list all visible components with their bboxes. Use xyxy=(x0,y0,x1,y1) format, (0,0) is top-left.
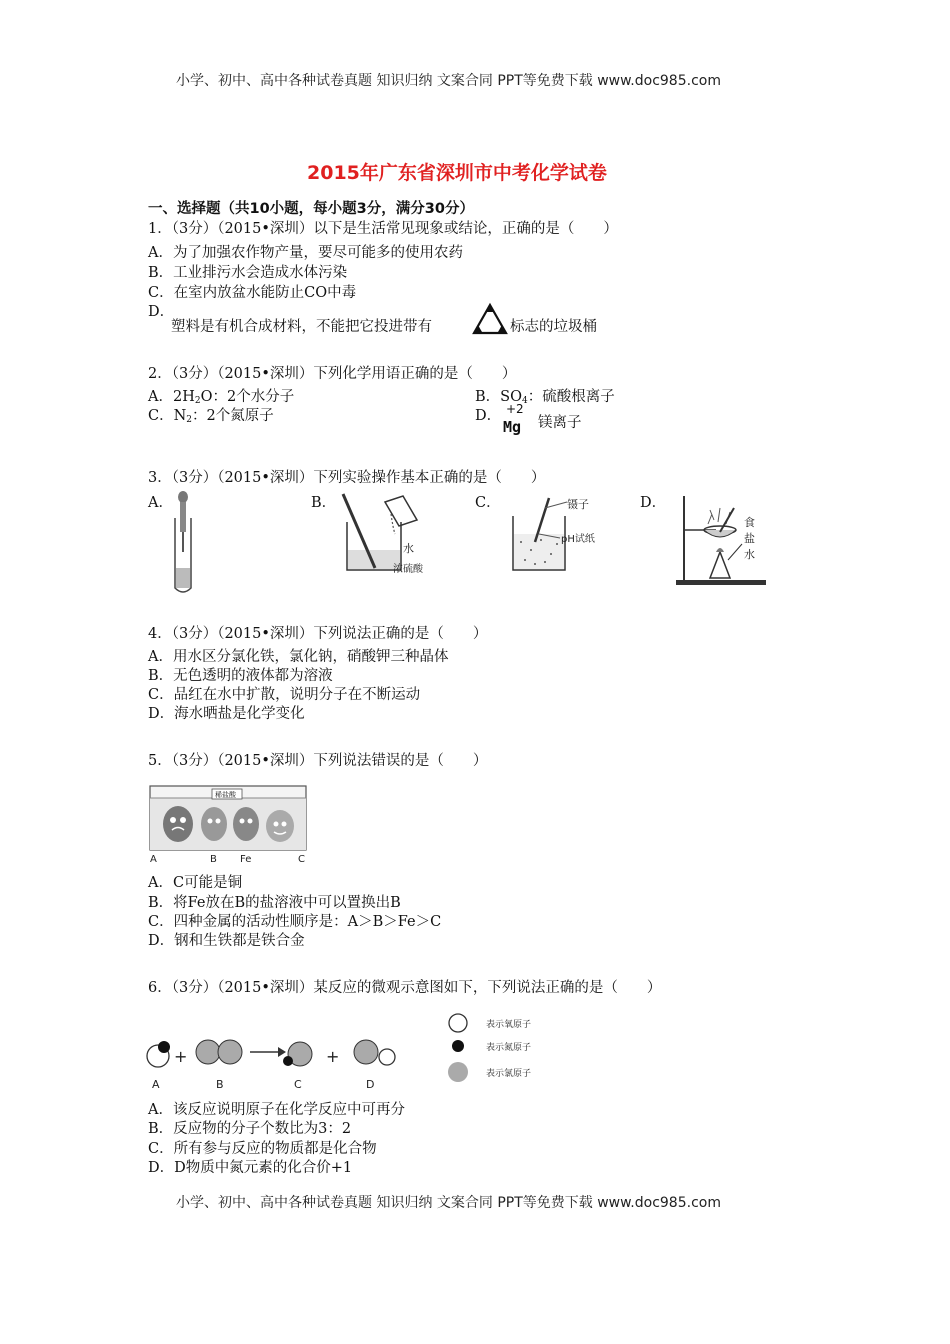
question-3-stem: 3．（3分）（2015•深圳）下列实验操作基本正确的是（ ） xyxy=(148,470,546,486)
legend-oxygen: 表示氧原子 xyxy=(486,1020,532,1030)
evaporation-diagram xyxy=(670,490,770,590)
question-1-option-d-text-post: 标志的垃圾桶 xyxy=(510,319,597,335)
dropper-test-tube-diagram xyxy=(168,490,198,596)
question-2-option-d-label: D． xyxy=(475,408,502,424)
question-4-stem: 4．（3分）（2015•深圳）下列说法正确的是（ ） xyxy=(148,626,488,642)
question-1-option-d-label: D． xyxy=(148,304,175,320)
recycle-icon xyxy=(471,302,509,336)
legend-chlorine: 表示氯原子 xyxy=(486,1069,532,1079)
question-1-option-d-text-pre: 塑料是有机合成材料，不能把它投进带有 xyxy=(171,319,432,335)
svg-text:+: + xyxy=(326,1047,340,1066)
label-metal-b: B xyxy=(210,854,217,865)
question-3-option-c: C． xyxy=(475,495,501,511)
question-2-option-d-charge: +2 xyxy=(506,402,524,416)
question-5-option-b: B．将Fe放在B的盐溶液中可以置换出B xyxy=(148,895,401,911)
section-heading: 一、选择题（共10小题，每小题3分，满分30分） xyxy=(148,201,474,217)
label-water: 水 xyxy=(403,542,414,555)
page-title: 2015年广东省深圳市中考化学试卷 xyxy=(307,162,607,184)
label-metal-fe: Fe xyxy=(240,854,252,865)
label-molecule-a: A xyxy=(152,1078,160,1091)
question-2-option-b: B．$SO_4$：硫酸根离子 xyxy=(475,389,615,406)
legend-nitrogen: 表示氮原子 xyxy=(486,1043,532,1053)
label-tweezers: 镊子 xyxy=(567,498,589,511)
dilution-beaker-diagram xyxy=(333,490,443,576)
question-2-stem: 2．（3分）（2015•深圳）下列化学用语正确的是（ ） xyxy=(148,366,517,382)
question-2-option-d-symbol: Mg xyxy=(503,418,522,436)
question-5-option-d: D．钢和生铁都是铁合金 xyxy=(148,933,305,949)
question-1-option-a: A．为了加强农作物产量，要尽可能多的使用农药 xyxy=(148,245,463,261)
label-ph-paper: pH试纸 xyxy=(561,534,595,545)
question-3-option-b: B． xyxy=(311,495,337,511)
question-2-option-a: A．$2H_2O$：2个水分子 xyxy=(148,389,295,406)
label-molecule-b: B xyxy=(216,1078,224,1091)
question-4-option-c: C．品红在水中扩散，说明分子在不断运动 xyxy=(148,687,421,703)
label-molecule-d: D xyxy=(366,1078,375,1091)
question-6-option-c: C．所有参与反应的物质都是化合物 xyxy=(148,1141,377,1157)
question-2-option-d-text: 镁离子 xyxy=(538,415,582,431)
question-3-option-d: D． xyxy=(640,495,667,511)
question-5-option-c: C．四种金属的活动性顺序是：A＞B＞Fe＞C xyxy=(148,914,442,930)
question-1-option-b: B．工业排污水会造成水体污染 xyxy=(148,265,348,281)
question-2-option-c: C．$N_2$：2个氮原子 xyxy=(148,408,274,425)
question-5-stem: 5．（3分）（2015•深圳）下列说法错误的是（ ） xyxy=(148,753,488,769)
label-acid: 浓硫酸 xyxy=(393,564,423,575)
header-banner: 小学、初中、高中各种试卷真题 知识归纳 文案合同 PPT等免费下载 www.doc985.com xyxy=(176,73,721,89)
label-molecule-c: C xyxy=(294,1078,302,1091)
atom-legend xyxy=(440,1010,560,1090)
label-salt-2: 盐 xyxy=(744,532,755,545)
ph-paper-beaker-diagram xyxy=(505,494,615,574)
question-3-option-a: A． xyxy=(148,495,173,511)
metals-in-acid-diagram xyxy=(146,780,310,866)
question-5-option-a: A．C可能是铜 xyxy=(148,875,243,891)
label-salt-3: 水 xyxy=(744,548,755,561)
question-6-stem: 6．（3分）（2015•深圳）某反应的微观示意图如下，下列说法正确的是（ ） xyxy=(148,980,662,996)
question-4-option-d: D．海水晒盐是化学变化 xyxy=(148,706,305,722)
reaction-microdiagram xyxy=(144,1028,406,1092)
question-1-stem: 1．（3分）（2015•深圳）以下是生活常见现象或结论，正确的是（ ） xyxy=(148,221,618,237)
label-metal-c: C xyxy=(298,854,305,865)
svg-text:+: + xyxy=(174,1047,188,1066)
label-salt-1: 食 xyxy=(744,516,755,529)
label-metal-a: A xyxy=(150,854,157,865)
question-6-option-d: D．D物质中氮元素的化合价+1 xyxy=(148,1160,353,1176)
question-4-option-a: A．用水区分氯化铁，氯化钠，硝酸钾三种晶体 xyxy=(148,649,449,665)
question-4-option-b: B．无色透明的液体都为溶液 xyxy=(148,668,333,684)
footer-banner: 小学、初中、高中各种试卷真题 知识归纳 文案合同 PPT等免费下载 www.doc985.com xyxy=(176,1195,721,1211)
question-6-option-b: B．反应物的分子个数比为3：2 xyxy=(148,1121,352,1137)
question-1-option-c: C．在室内放盆水能防止CO中毒 xyxy=(148,285,357,301)
label-acid-sign: 稀盐酸 xyxy=(215,791,236,799)
question-6-option-a: A．该反应说明原子在化学反应中可再分 xyxy=(148,1102,405,1118)
